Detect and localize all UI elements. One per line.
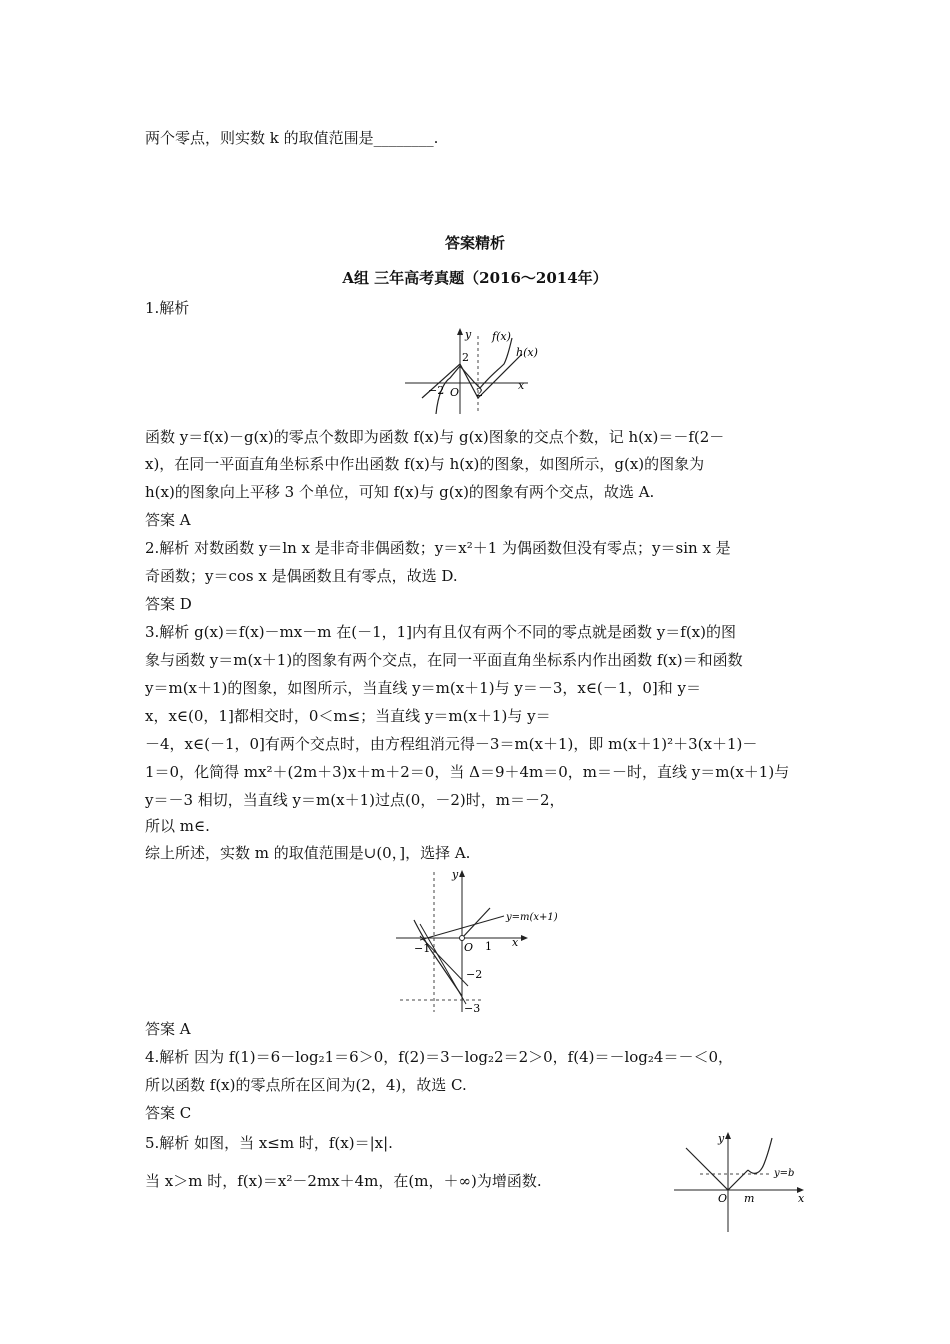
fig1-y-label: y — [465, 328, 472, 341]
q5-line-2: 当 x＞m 时，f(x)＝x²－2mx＋4m，在(m，＋∞)为增函数. — [145, 1172, 542, 1190]
q1-body-line-1: 函数 y＝f(x)－g(x)的零点个数即为函数 f(x)与 g(x)图象的交点个数，记 h(x)＝－f(2－ — [145, 428, 725, 446]
q3-line-2: 象与函数 y＝m(x＋1)的图象有两个交点，在同一平面直角坐标系内作出函数 f(x)＝和函数 — [145, 651, 743, 669]
q2-line-1: 2.解析 对数函数 y＝ln x 是非奇非偶函数；y＝x²＋1 为偶函数但没有零点；y＝sin x 是 — [145, 539, 731, 557]
fig2-x-label: x — [512, 936, 519, 949]
fig3-x-label: x — [798, 1192, 805, 1205]
q1-body-line-2: x)，在同一平面直角坐标系中作出函数 f(x)与 h(x)的图象，如图所示，g(x)的图象为 — [145, 455, 705, 473]
q3-answer: 答案 A — [145, 1020, 191, 1038]
line-y-eq-x — [462, 908, 490, 938]
fig3-yb-label: y=b — [774, 1168, 795, 1179]
q1-label: 1.解析 — [145, 299, 190, 317]
question-tail: 两个零点，则实数 k 的取值范围是________. — [145, 129, 439, 147]
fig2-y-label: y — [452, 868, 459, 881]
q2-answer: 答案 D — [145, 595, 192, 613]
q3-line-5: －4，x∈(－1，0]有两个交点时，由方程组消元得－3＝m(x＋1)，即 m(x＋1)²＋3(x＋1)－ — [145, 735, 758, 753]
fig1-x-label: x — [518, 379, 525, 392]
q3-line-1: 3.解析 g(x)＝f(x)－mx－m 在(－1，1]内有且仅有两个不同的零点就是函数 y＝f(x)的图 — [145, 623, 736, 641]
q4-line-1: 4.解析 因为 f(1)＝6－log₂1＝6＞0，f(2)＝3－log₂2＝2＞0，f(4)＝－log₂4＝－＜0， — [145, 1048, 734, 1066]
q3-line-7: y＝－3 相切，当直线 y＝m(x＋1)过点(0，－2)时，m＝－2， — [145, 791, 565, 809]
fig3-y-label: y — [718, 1132, 725, 1145]
fig2-tick-yn2: −2 — [466, 968, 483, 981]
q3-line-9: 综上所述，实数 m 的取值范围是∪(0，]，选择 A. — [145, 844, 471, 862]
fig2-tick-xn1: −1 — [414, 942, 431, 955]
figure-2-graph — [392, 866, 558, 1016]
q4-answer: 答案 C — [145, 1104, 192, 1122]
figure-1-graph — [400, 326, 540, 418]
q3-line-4: x，x∈(0，1]都相交时，0＜m≤；当直线 y＝m(x＋1)与 y＝ — [145, 707, 551, 725]
q1-body-line-3: h(x)的图象向上平移 3 个单位，可知 f(x)与 g(x)的图象有两个交点，故选 A. — [145, 483, 655, 501]
q1-answer: 答案 A — [145, 511, 191, 529]
q3-line-3: y＝m(x＋1)的图象，如图所示，当直线 y＝m(x＋1)与 y＝－3，x∈(－1，0]和 y＝ — [145, 679, 701, 697]
q3-line-6: 1＝0，化简得 mx²＋(2m＋3)x＋m＋2＝0，当 Δ＝9＋4m＝0，m＝－时，直线 y＝m(x＋1)与 — [145, 763, 790, 781]
fig2-tick-x1: 1 — [485, 940, 492, 953]
group-title: A组 三年高考真题（2016～2014年） — [342, 269, 608, 287]
fig1-tick-y2: 2 — [462, 351, 469, 364]
q2-line-2: 奇函数；y＝cos x 是偶函数且有零点，故选 D. — [145, 567, 458, 585]
q3-line-8: 所以 m∈. — [145, 817, 210, 835]
fig2-line-label: y=m(x+1) — [506, 912, 558, 923]
fig1-f-label: f(x) — [492, 330, 511, 343]
fig1-tick-x2: 2 — [476, 386, 483, 399]
fig3-m-label: m — [744, 1192, 755, 1205]
parabola-curve — [748, 1138, 772, 1173]
q5-line-1: 5.解析 如图，当 x≤m 时，f(x)＝|x|. — [145, 1134, 393, 1152]
fig2-origin: O — [464, 941, 474, 954]
q4-line-2: 所以函数 f(x)的零点所在区间为(2，4)，故选 C. — [145, 1076, 467, 1094]
fig3-origin: O — [718, 1192, 728, 1205]
fig1-tick-xn2: −2 — [428, 384, 445, 397]
fig1-h-label: h(x) — [516, 346, 538, 359]
figure-3-graph — [672, 1128, 812, 1234]
open-point — [460, 936, 465, 941]
abs-curve — [686, 1148, 748, 1190]
fig1-origin: O — [450, 386, 460, 399]
answer-section-title: 答案精析 — [444, 234, 505, 252]
line-m-tangent — [420, 924, 466, 1004]
fig2-tick-yn3: −3 — [464, 1002, 481, 1015]
